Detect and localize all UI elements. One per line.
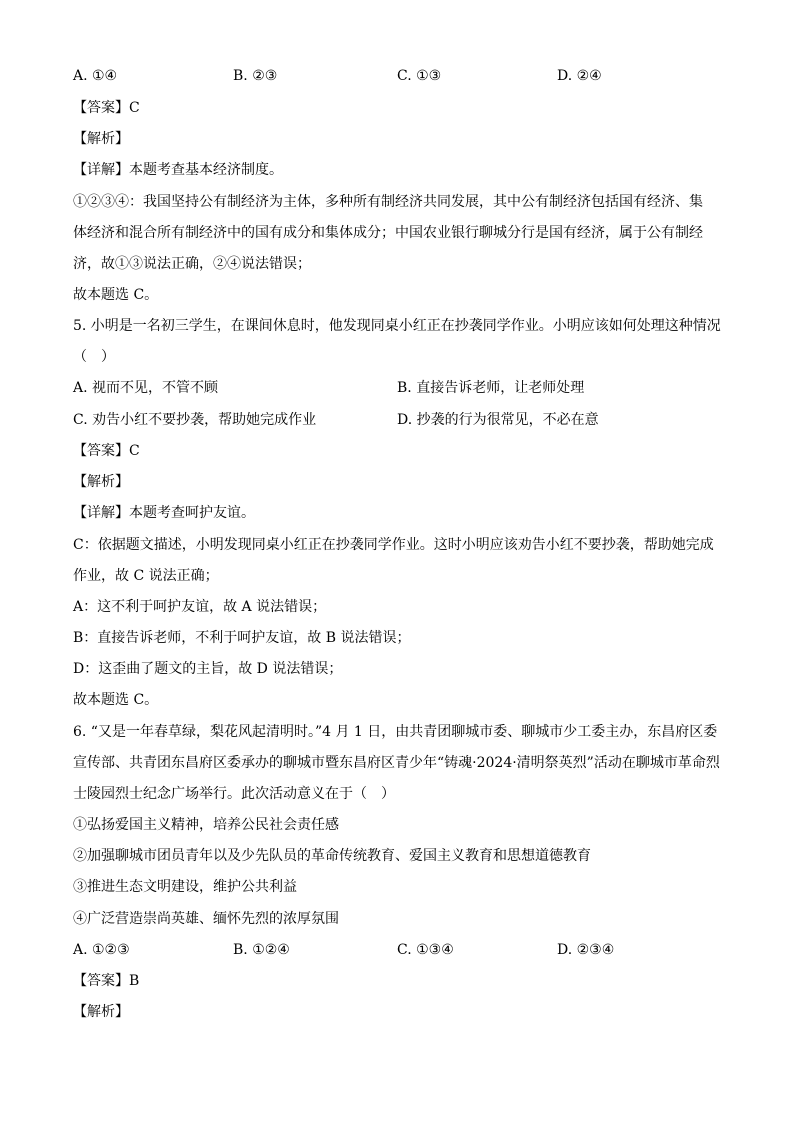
q6-option-b: B. ①②④ [233, 942, 290, 958]
q5-body-line: C：依据题文描述，小明发现同桌小红正在抄袭同学作业。这时小明应该劝告小红不要抄袭，帮助她完成 [73, 537, 714, 553]
q6-item: ③推进生态文明建设，维护公共利益 [73, 879, 297, 895]
q5-body-line: B：直接告诉老师，不利于呵护友谊，故 B 说法错误； [73, 630, 411, 646]
q4-option-d: D. ②④ [557, 68, 602, 84]
q4-option-a: A. ①④ [73, 68, 118, 84]
q6-item: ①弘扬爱国主义精神，培养公民社会责任感 [73, 817, 339, 833]
q5-stem-line: 5. 小明是一名初三学生，在课间休息时，他发现同桌小红正在抄袭同学作业。小明应该如何处理这种情况 [73, 318, 721, 334]
q5-option-b: B. 直接告诉老师，让老师处理 [397, 380, 585, 396]
q5-analysis-label: 【解析】 [73, 474, 129, 490]
q4-option-b: B. ②③ [233, 68, 278, 84]
q5-body-line: A：这不利于呵护友谊，故 A 说法错误； [73, 599, 327, 615]
q5-stem-line: （ ） [73, 349, 115, 365]
q5-detail: 【详解】本题考查呵护友谊。 [73, 505, 255, 521]
q6-analysis-label: 【解析】 [73, 1004, 129, 1020]
q6-stem-line: 6. “又是一年春草绿，梨花风起清明时。”4 月 1 日，由共青团聊城市委、聊城市少工委主办，东昌府区委 [73, 724, 718, 740]
q5-option-a: A. 视而不见，不管不顾 [73, 380, 219, 396]
q5-option-d: D. 抄袭的行为很常见，不必在意 [397, 412, 599, 428]
q5-body-line: 作业，故 C 说法正确； [73, 568, 219, 584]
q4-option-c: C. ①③ [397, 68, 442, 84]
q6-option-a: A. ①②③ [73, 942, 130, 958]
q4-answer: 【答案】C [73, 100, 140, 116]
q6-answer: 【答案】B [73, 973, 140, 989]
q6-item: ④广泛营造崇尚英雄、缅怀先烈的浓厚氛围 [73, 911, 339, 927]
q6-stem-line: 宣传部、共青团东昌府区委承办的聊城市暨东昌府区青少年“铸魂·2024·清明祭英烈”活动在聊城市革命烈 [73, 755, 720, 771]
q5-answer: 【答案】C [73, 443, 140, 459]
q4-detail: 【详解】本题考查基本经济制度。 [73, 162, 283, 178]
q4-body-line: 体经济和混合所有制经济中的国有成分和集体成分；中国农业银行聊城分行是国有经济，属于公有制经 [73, 225, 703, 241]
q5-body-line: D：这歪曲了题文的主旨，故 D 说法错误； [73, 661, 343, 677]
q5-option-c: C. 劝告小红不要抄袭，帮助她完成作业 [73, 412, 317, 428]
q4-conclusion: 故本题选 C。 [73, 287, 159, 303]
q6-stem-line: 士陵园烈士纪念广场举行。此次活动意义在于（ ） [73, 786, 395, 802]
q6-option-d: D. ②③④ [557, 942, 615, 958]
q4-body-line: ①②③④：我国坚持公有制经济为主体，多种所有制经济共同发展，其中公有制经济包括国有经济、集 [73, 194, 703, 210]
q6-option-c: C. ①③④ [397, 942, 454, 958]
q6-item: ②加强聊城市团员青年以及少先队员的革命传统教育、爱国主义教育和思想道德教育 [73, 848, 591, 864]
q4-analysis-label: 【解析】 [73, 131, 129, 147]
q4-body-line: 济，故①③说法正确，②④说法错误； [73, 256, 311, 272]
q5-conclusion: 故本题选 C。 [73, 692, 159, 708]
